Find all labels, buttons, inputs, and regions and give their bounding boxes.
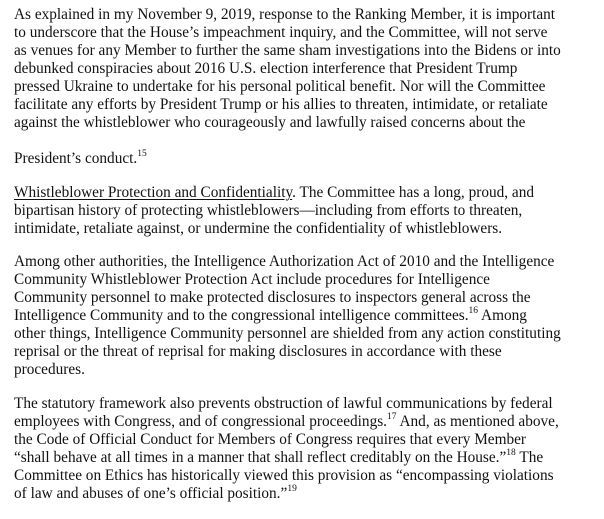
text-line: debunked conspiracies about 2016 U.S. election interference that President Trump — [14, 60, 518, 77]
text-line: to underscore that the House’s impeachment inquiry, and the Committee, will not serve — [14, 24, 548, 41]
footnote-ref: 18 — [506, 448, 516, 459]
text-line: against the whistleblower who courageously and lawfully raised concerns about the — [14, 114, 526, 131]
text-line: As explained in my November 9, 2019, response to the Ranking Member, it is important — [14, 6, 556, 23]
text-line: “shall behave at all times in a manner that shall reflect creditably on the House.”$^{18}$ The — [14, 448, 544, 466]
text-line: other things, Intelligence Community personnel are shielded from any action constituting — [14, 325, 561, 342]
text-line: Community personnel to make protected disclosures to inspectors general across the — [14, 289, 531, 306]
text-line: Committee on Ethics has historically viewed this provision as “encompassing violations — [14, 467, 554, 484]
footnote-ref: 16 — [468, 306, 479, 317]
text-line: facilitate any efforts by President Trump or his allies to threaten, intimidate, or retaliate — [14, 96, 548, 113]
text-line: intimidate, retaliate against, or undermine the confidentiality of whistleblowers. — [14, 220, 503, 237]
text-line: reprisal or the threat of reprisal for making disclosures in accordance with these — [14, 343, 502, 360]
text-line: President’s conduct.$^{15}$ — [14, 149, 147, 167]
text-line: employees with Congress, and of congressional proceedings.$^{17}$ And, as mentioned above, — [14, 412, 559, 430]
text-line: pressed Ukraine to undertake for his personal political benefit. Nor will the Committee — [14, 78, 546, 95]
text-line: Intelligence Community and to the congressional intelligence committees.$^{16}$ Among — [14, 306, 527, 324]
text-line: The statutory framework also prevents obstruction of lawful communications by federal — [14, 395, 553, 412]
text-line: procedures. — [14, 361, 85, 378]
text-line: bipartisan history of protecting whistleblowers—including from efforts to threaten, — [14, 202, 523, 219]
footnote-ref: 15 — [137, 149, 147, 160]
text-line: Among other authorities, the Intelligence Authorization Act of 2010 and the Intelligence — [14, 253, 555, 270]
footnote-ref: 19 — [287, 484, 297, 495]
section-heading: Whistleblower Protection and Confidentiality — [14, 184, 293, 201]
text-line: as venues for any Member to further the same sham investigations into the Bidens or into — [14, 42, 561, 59]
text-line: Whistleblower Protection and Confidentiality. The Committee has a long, proud, and — [14, 184, 534, 201]
text-line: the Code of Official Conduct for Members of Congress requires that every Member — [14, 431, 527, 448]
text-line: Community Whistleblower Protection Act include procedures for Intelligence — [14, 271, 490, 288]
footnote-ref: 17 — [387, 412, 397, 423]
text-line: of law and abuses of one’s official position.”$^{19}$ — [14, 484, 297, 502]
